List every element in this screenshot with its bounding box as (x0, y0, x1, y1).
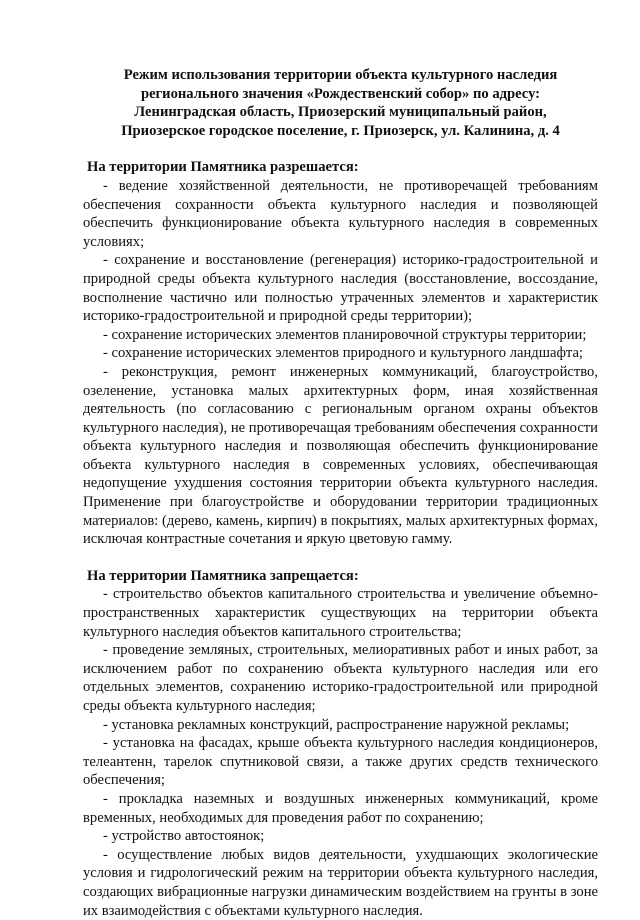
prohibited-item: - устройство автостоянок; (103, 828, 265, 845)
prohibited-item: - установка рекламных конструкций, распространение наружной рекламы; (103, 716, 570, 733)
allowed-item: - реконструкция, ремонт инженерных коммуникаций, благоустройство, озеленение, установка малых архитектурных форм, иная хозяйственная деятельность (по согласованию с региональным органом охраны объектов культурного наследия), не противоречащая требованиям обеспечения сохранности объекта культурного наследия и позволяющая обеспечить функционирование объекта культурного наследия в современных условиях, обеспечивающая недопущение ухудшения состояния территории объекта культурного наследия. Применение при благоустройстве и оборудовании территории традиционных материалов: (дерево, камень, кирпич) в покрытиях, малых архитектурных формах, исключая контрастные сочетания и яркую цветовую гамму. (83, 363, 598, 548)
prohibited-item: - установка на фасадах, крыше объекта культурного наследия кондиционеров, телеантенн, тарелок спутниковой связи, а также других средств технического обеспечения; (83, 735, 598, 789)
title-line: Приозерское городское поселение, г. Приозерск, ул. Калинина, д. 4 (121, 122, 560, 139)
prohibited-item: - прокладка наземных и воздушных инженерных коммуникаций, кроме временных, необходимых для проведения работ по сохранению; (83, 790, 598, 826)
allowed-item: - сохранение исторических элементов природного и культурного ландшафта; (103, 345, 583, 362)
prohibited-item: - осуществление любых видов деятельности, ухудшающих экологические условия и гидрологический режим на территории объекта культурного наследия, создающих вибрационные нагрузки динамическим воздействием на грунты в зоне их взаимодействия с объектами культурного наследия. (83, 846, 598, 919)
allowed-heading: На территории Памятника разрешается: (87, 159, 359, 176)
allowed-section (83, 158, 598, 548)
prohibited-item: - проведение земляных, строительных, мелиоративных работ и иных работ, за исключением работ по сохранению объекта культурного наследия или его отдельных элементов, сохранению историко-градостроительной или природной среды объекта культурного наследия; (83, 642, 598, 714)
title-line: Режим использования территории объекта культурного наследия (123, 67, 558, 83)
prohibited-heading: На территории Памятника запрещается: (87, 567, 359, 584)
title-line: регионального значения «Рождественский собор» по адресу: (140, 85, 541, 102)
prohibited-section (83, 567, 598, 920)
allowed-item: - сохранение и восстановление (регенерация) историко-градостроительной и природной среды объекта культурного наследия (восстановление, воссоздание, восполнение частично или полностью утраченных элементов и характеристик историко-градостроительной и природной среды территории); (83, 252, 598, 325)
title-line: Ленинградская область, Приозерский муниципальный район, (134, 104, 547, 121)
allowed-item: - ведение хозяйственной деятельности, не противоречащей требованиям обеспечения сохранности объекта культурного наследия и позволяющей обеспечить функционирование объекта культурного наследия в современных условиях; (83, 177, 598, 250)
document-title (83, 66, 598, 140)
allowed-item: - сохранение исторических элементов планировочной структуры территории; (103, 326, 587, 343)
prohibited-item: - строительство объектов капитального строительства и увеличение объемно-пространственных характеристик существующих на территории объекта культурного наследия объектов капитального строительства; (83, 586, 598, 640)
